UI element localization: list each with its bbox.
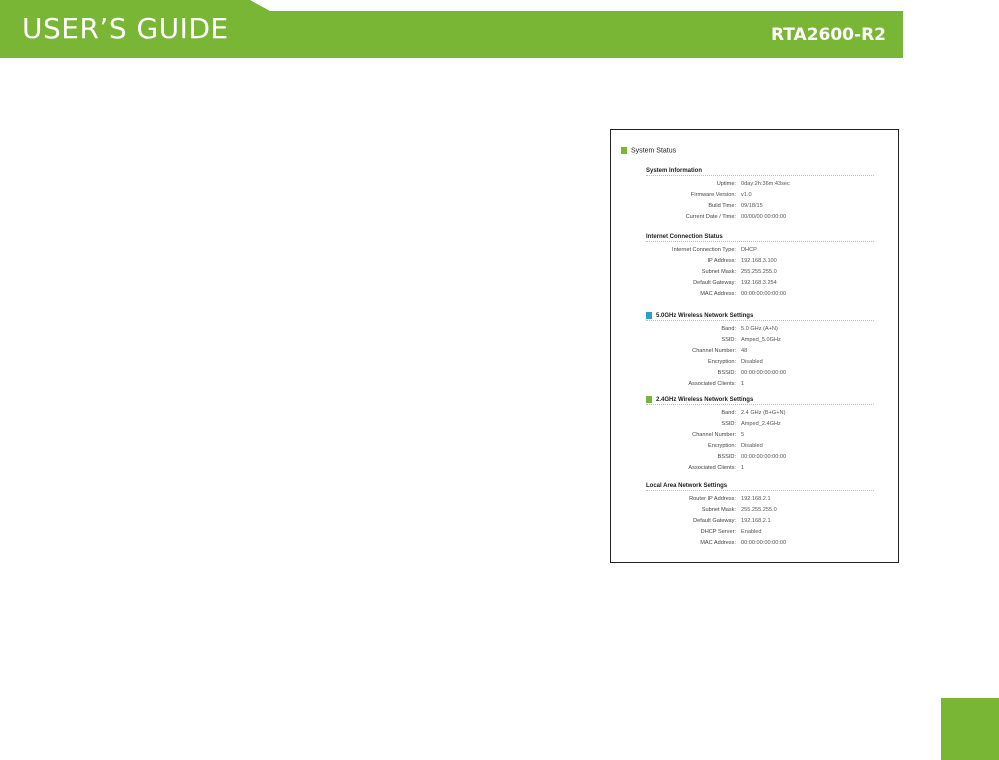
section-title: Local Area Network Settings [646,483,874,491]
status-row [646,357,874,368]
blue-square-icon [646,312,652,319]
section-title [646,396,874,405]
row-value: Amped_5.0GHz [741,337,781,344]
row-value: Disabled [741,443,763,450]
section-title-text: 2.4GHz Wireless Network Settings [656,397,754,404]
row-label: Firmware Version: [690,192,736,198]
row-label: MAC Address: [700,540,736,546]
status-row [646,201,874,212]
status-row [646,212,874,223]
row-value: 48 [741,348,748,355]
row-value: 192.168.3.254 [741,280,777,286]
row-value: 0day:2h:36m:43sec [741,181,790,187]
row-label: Uptime: [716,181,736,187]
row-value: 255.255.255.0 [741,507,777,513]
section-lan-settings [646,483,874,549]
status-row [646,179,874,190]
status-row [646,335,874,346]
row-label: Channel Number: [692,432,736,439]
row-value: 00:00:00:00:00:00 [741,454,787,461]
status-row [646,452,874,463]
status-row [646,324,874,335]
row-label: Current Date / Time: [685,214,736,220]
status-row [646,494,874,505]
section-wifi-24ghz [646,396,874,474]
row-value: 1 [741,381,745,388]
section-internet-connection-status [646,234,874,300]
status-row [646,278,874,289]
row-value: 192.168.2.1 [741,496,771,502]
row-value: 5.0 GHz (A+N) [741,326,778,333]
status-row [646,245,874,256]
section-system-information [646,168,874,223]
row-label: DHCP Server: [700,529,736,535]
row-label: Associated Clients: [688,381,736,388]
row-value: DHCP [741,247,757,253]
header-banner [0,0,903,58]
section-title: System Information [646,168,874,176]
row-value: Amped_2.4GHz [741,421,781,428]
row-label: Subnet Mask: [701,269,736,275]
section-wifi-5ghz [646,312,874,390]
row-label: Encryption: [708,443,736,450]
row-label: IP Address: [707,258,736,264]
row-label: Default Gateway: [693,280,736,286]
guide-title: USER’S GUIDE [22,12,229,45]
section-title: Internet Connection Status [646,234,874,242]
status-row [646,430,874,441]
status-row [646,289,874,300]
status-row [646,505,874,516]
status-row [646,527,874,538]
green-square-icon [621,147,627,154]
row-value: 255.255.255.0 [741,269,777,275]
row-value: 5 [741,432,745,439]
panel-title-text: System Status [631,147,677,155]
status-row [646,441,874,452]
row-label: BSSID: [717,454,736,461]
system-status-screenshot [610,129,899,563]
row-label: Encryption: [708,359,736,366]
row-label: Router IP Address: [689,496,736,502]
status-row [646,463,874,474]
row-value: 1 [741,465,745,472]
row-value: 09/18/15 [741,203,763,209]
rows [646,324,874,390]
green-square-icon [646,396,652,403]
row-label: SSID: [721,421,736,428]
status-row [646,408,874,419]
rows [646,494,874,549]
row-value: 192.168.3.100 [741,258,777,264]
status-row [646,346,874,357]
row-label: Band: [721,326,736,333]
row-value: 00:00:00:00:00:00 [741,370,787,377]
row-value: Enabled [741,529,762,535]
panel-title [621,147,676,154]
row-label: Subnet Mask: [701,507,736,513]
rows [646,408,874,474]
page-number-box [941,698,999,760]
status-row [646,368,874,379]
status-row [646,379,874,390]
rows [646,245,874,300]
status-row [646,190,874,201]
status-row [646,516,874,527]
rows [646,179,874,223]
row-label: Associated Clients: [688,465,736,472]
status-row [646,538,874,549]
row-value: 00/00/00 00:00:00 [741,214,787,220]
status-row [646,267,874,278]
row-label: Internet Connection Type: [672,247,736,253]
row-label: Default Gateway: [693,518,736,524]
row-value: 00:00:00:00:00:00 [741,291,787,297]
model-name: RTA2600-R2 [770,25,886,45]
row-label: Band: [721,410,736,417]
section-title-text: 5.0GHz Wireless Network Settings [656,313,754,320]
row-value: v1.0 [741,192,752,198]
row-value: 00:00:00:00:00:00 [741,540,787,546]
row-label: BSSID: [717,370,736,377]
row-label: Build Time: [708,203,736,209]
row-label: MAC Address: [700,291,736,297]
status-row [646,256,874,267]
row-label: Channel Number: [692,348,736,355]
row-value: 2.4 GHz (B+G+N) [741,410,786,417]
row-value: Disabled [741,359,763,366]
row-value: 192.168.2.1 [741,518,771,524]
section-title [646,312,874,321]
row-label: SSID: [721,337,736,344]
header-tab-notch [250,0,903,11]
status-row [646,419,874,430]
